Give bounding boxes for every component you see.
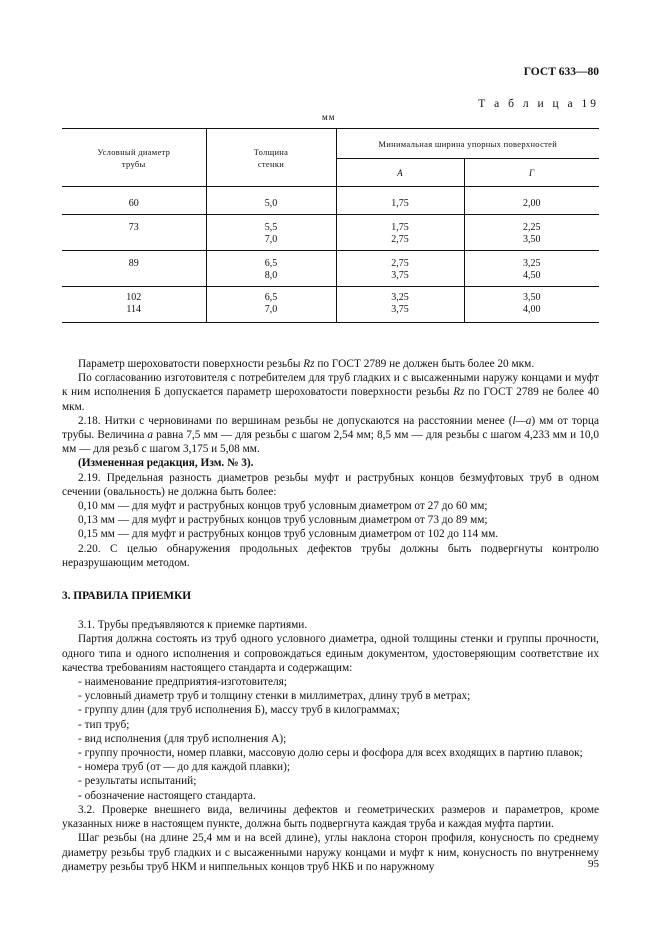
list-item: - номера труб (от — до для каждой плавки); [78, 761, 290, 774]
cell-g: 3,25 4,50 [464, 251, 599, 287]
paragraph-thread-pitch: Шаг резьбы (на длине 25,4 мм и на всей длине), углы наклона сторон профиля, конусность по среднему диаметру резьбы труб гладких и с высаженными наружу концами и муфт к ним, конусность по внутреннему диаметру резьбы труб НКМ и ниппельных концов труб НКБ и по наружному [62, 832, 599, 873]
header-g: Г [464, 159, 599, 187]
tolerance-line: 0,10 мм — для муфт и раструбных концов труб условным диаметром от 27 до 60 мм; [78, 500, 488, 513]
paragraph-2-20: 2.20. С целью обнаружения продольных дефектов трубы должны быть подвергнуты контролю неразрушающим методом. [62, 542, 599, 569]
list-item: - вид исполнения (для труб исполнения А); [78, 732, 287, 745]
cell-diameter: 73 [62, 215, 206, 251]
cell-g: 2,25 3,50 [464, 215, 599, 251]
document-body [62, 357, 599, 874]
cell-g: 2,00 [464, 187, 599, 215]
paragraph-2-18: 2.18. Нитки с черновинами по вершинам резьбы не допускаются на расстоянии менее (l—a) мм от торца трубы. Величина a равна 7,5 мм — для резьбы с шагом 2,54 мм; 8,5 мм — для резьбы с шагом 4,233 мм и 10,0 мм — для резьб с шагом 3,175 и 5,08 мм. [62, 414, 599, 456]
paragraph-3-2: 3.2. Проверке внешнего вида, величины дефектов и геометрических размеров и параметров, кроме указанных ниже в настоящем пункте, должна быть подвергнута каждая труба и каждая муфта партии. [62, 803, 599, 831]
table-row [62, 187, 599, 215]
cell-thickness: 5,0 [206, 187, 336, 215]
page-number: 95 [588, 858, 599, 870]
paragraph-roughness: Параметр шероховатости поверхности резьбы Rz по ГОСТ 2789 не должен быть более 20 мкм. [78, 358, 535, 370]
document-id: ГОСТ 633—80 [523, 66, 599, 78]
list-item: - тип труб; [78, 718, 130, 731]
cell-thickness: 6,5 7,0 [206, 287, 336, 323]
table-unit: мм [322, 112, 336, 122]
amendment-note: (Измененная редакция, Изм. № 3). [78, 457, 254, 470]
paragraph-3-1: 3.1. Трубы предъявляются к приемке партиями. [78, 619, 308, 632]
table-label: Т а б л и ц а 19 [478, 98, 599, 110]
tolerance-line: 0,15 мм — для муфт и раструбных концов труб условным диаметром от 102 до 114 мм. [78, 528, 499, 541]
paragraph-roughness-agreement: По согласованию изготовителя с потребителем для труб гладких и с высаженными наружу концами и муфт к ним исполнения Б допускается параметр шероховатости поверхности резьбы Rz по ГОСТ 2789 не более 40 мкм. [62, 372, 599, 413]
paragraph-2-19: 2.19. Предельная разность диаметров резьбы муфт и раструбных концов безмуфтовых труб в одном сечении (овальность) не должна быть более: [62, 471, 599, 498]
paragraph-batch: Партия должна состоять из труб одного условного диаметра, одной толщины стенки и группы прочности, одного типа и одного исполнения и сопровождаться единым документом, удостоверяющим соответствие их качества требованиям настоящего стандарта и содержащим: [62, 633, 599, 674]
cell-a: 2,75 3,75 [336, 251, 464, 287]
table-row [62, 215, 599, 251]
list-item: - группу длин (для труб исполнения Б), массу труб в килограммах; [78, 704, 400, 717]
list-item: - обозначение настоящего стандарта. [78, 789, 256, 802]
list-item: - наименование предприятия-изготовителя; [78, 676, 287, 689]
table-row [62, 287, 599, 323]
section-title: 3. ПРАВИЛА ПРИЕМКИ [62, 590, 192, 603]
list-item: - условный диаметр труб и толщину стенки в миллиметрах, длину труб в метрах; [78, 690, 471, 703]
cell-a: 1,75 2,75 [336, 215, 464, 251]
cell-thickness: 6,5 8,0 [206, 251, 336, 287]
cell-g: 3,50 4,00 [464, 287, 599, 323]
header-min-width: Минимальная ширина упорных поверхностей [336, 129, 599, 159]
cell-diameter: 89 [62, 251, 206, 287]
thread-width-table [62, 128, 599, 323]
cell-diameter: 60 [62, 187, 206, 215]
header-diameter: Условный диаметр трубы [62, 129, 206, 187]
cell-thickness: 5,5 7,0 [206, 215, 336, 251]
cell-diameter: 102 114 [62, 287, 206, 323]
cell-a: 1,75 [336, 187, 464, 215]
list-item: - группу прочности, номер плавки, массовую долю серы и фосфора для всех входящих в партию плавок; [78, 747, 583, 760]
header-thickness: Толщина стенки [206, 129, 336, 187]
table-row [62, 251, 599, 287]
header-a: A [336, 159, 464, 187]
list-item: - результаты испытаний; [78, 775, 197, 788]
cell-a: 3,25 3,75 [336, 287, 464, 323]
tolerance-line: 0,13 мм — для муфт и раструбных концов труб условным диаметром от 73 до 89 мм; [78, 514, 488, 527]
